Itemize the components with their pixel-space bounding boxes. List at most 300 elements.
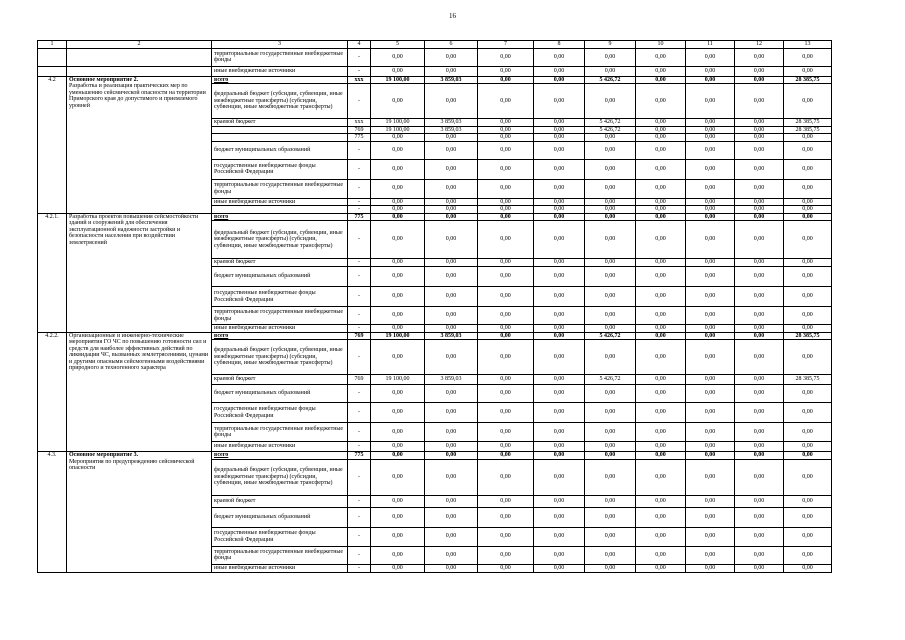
- amount-cell: 0,00: [686, 221, 735, 259]
- amount-cell: 0,00: [735, 159, 784, 179]
- amount-cell: 0,00: [585, 527, 636, 546]
- amount-cell: 0,00: [686, 159, 735, 179]
- budget-code: -: [348, 287, 371, 307]
- amount-cell: 0,00: [735, 307, 784, 325]
- amount-cell: 0,00: [735, 206, 784, 214]
- amount-cell: 0,00: [735, 507, 784, 527]
- table-row: [38, 48, 832, 66]
- amount-cell: 3 859,03: [425, 375, 478, 385]
- amount-cell: 5 426,72: [585, 119, 636, 127]
- activity-name: [67, 332, 212, 452]
- amount-cell: 0,00: [585, 221, 636, 259]
- funding-source: иные внебюджетные источники: [212, 325, 348, 333]
- amount-cell: 0,00: [585, 403, 636, 423]
- amount-cell: 0,00: [636, 84, 686, 119]
- amount-cell: 0,00: [534, 134, 585, 142]
- amount-cell: 0,00: [585, 452, 636, 460]
- amount-cell: 0,00: [585, 259, 636, 267]
- budget-code: -: [348, 442, 371, 452]
- amount-cell: 0,00: [735, 287, 784, 307]
- amount-cell: 19 100,00: [371, 332, 425, 340]
- amount-cell: 0,00: [784, 48, 832, 66]
- amount-cell: 0,00: [371, 403, 425, 423]
- table-row: [38, 452, 832, 460]
- amount-cell: 0,00: [636, 423, 686, 442]
- amount-cell: 0,00: [735, 385, 784, 403]
- amount-cell: 0,00: [534, 48, 585, 66]
- amount-cell: 0,00: [478, 332, 534, 340]
- amount-cell: 28 385,75: [784, 126, 832, 134]
- amount-cell: 0,00: [636, 340, 686, 375]
- budget-code: -: [348, 495, 371, 507]
- budget-code: -: [348, 507, 371, 527]
- amount-cell: 0,00: [686, 206, 735, 214]
- amount-cell: 0,00: [425, 287, 478, 307]
- amount-cell: 0,00: [371, 198, 425, 206]
- amount-cell: 0,00: [686, 141, 735, 159]
- amount-cell: 0,00: [371, 527, 425, 546]
- amount-cell: 0,00: [735, 527, 784, 546]
- budget-code: -: [348, 221, 371, 259]
- column-number-8: 8: [534, 41, 585, 49]
- amount-cell: 0,00: [735, 452, 784, 460]
- amount-cell: 0,00: [686, 403, 735, 423]
- amount-cell: 0,00: [425, 213, 478, 221]
- column-number-12: 12: [735, 41, 784, 49]
- amount-cell: 0,00: [784, 307, 832, 325]
- amount-cell: 0,00: [784, 385, 832, 403]
- amount-cell: 0,00: [735, 340, 784, 375]
- activity-description: Организационные и инженерно-технические мероприятия ГО ЧС по повышению готовности сил и средств для наиболее эффективных действий по ликвидации ЧС, вызванных землетрясениями, цунами и другими опасными сейсмогенными воздействиями природного и техногенного характера: [69, 332, 209, 371]
- amount-cell: 0,00: [478, 179, 534, 198]
- amount-cell: 0,00: [686, 198, 735, 206]
- funding-source: федеральный бюджет (субсидии, субвенции, иные межбюджетные трансферты) (субсидии, субвенции, иные межбюджетные трансферты): [212, 84, 348, 119]
- amount-cell: 0,00: [585, 159, 636, 179]
- amount-cell: 0,00: [686, 527, 735, 546]
- funding-source: территориальные государственные внебюджетные фонды: [212, 307, 348, 325]
- amount-cell: 0,00: [534, 287, 585, 307]
- budget-code: -: [348, 564, 371, 572]
- amount-cell: 0,00: [534, 423, 585, 442]
- amount-cell: 0,00: [478, 84, 534, 119]
- amount-cell: 0,00: [636, 126, 686, 134]
- amount-cell: 0,00: [534, 495, 585, 507]
- amount-cell: 0,00: [636, 403, 686, 423]
- amount-cell: 0,00: [478, 375, 534, 385]
- amount-cell: 0,00: [686, 385, 735, 403]
- amount-cell: 0,00: [735, 48, 784, 66]
- amount-cell: 0,00: [686, 375, 735, 385]
- amount-cell: 0,00: [735, 179, 784, 198]
- amount-cell: 5 426,72: [585, 126, 636, 134]
- item-number: 4.3.: [38, 452, 67, 573]
- amount-cell: 0,00: [425, 198, 478, 206]
- amount-cell: 0,00: [371, 206, 425, 214]
- amount-cell: 0,00: [425, 84, 478, 119]
- amount-cell: 5 426,72: [585, 76, 636, 84]
- amount-cell: 0,00: [636, 221, 686, 259]
- amount-cell: 5 426,72: [585, 375, 636, 385]
- item-number: [38, 48, 67, 66]
- amount-cell: 0,00: [478, 267, 534, 287]
- amount-cell: 0,00: [371, 259, 425, 267]
- amount-cell: 19 100,00: [371, 375, 425, 385]
- amount-cell: 3 859,03: [425, 76, 478, 84]
- budget-code: -: [348, 527, 371, 546]
- funding-source: иные внебюджетные источники: [212, 198, 348, 206]
- amount-cell: 0,00: [636, 459, 686, 495]
- amount-cell: 0,00: [784, 423, 832, 442]
- amount-cell: 0,00: [478, 66, 534, 76]
- amount-cell: 0,00: [478, 385, 534, 403]
- amount-cell: 0,00: [784, 287, 832, 307]
- amount-cell: 0,00: [585, 459, 636, 495]
- funding-source: краевой бюджет: [212, 259, 348, 267]
- budget-code: 775: [348, 134, 371, 142]
- amount-cell: 0,00: [686, 267, 735, 287]
- column-number-9: 9: [585, 41, 636, 49]
- amount-cell: 19 100,00: [371, 119, 425, 127]
- budget-code: -: [348, 340, 371, 375]
- budget-code: -: [348, 198, 371, 206]
- amount-cell: 0,00: [735, 423, 784, 442]
- amount-cell: 0,00: [478, 527, 534, 546]
- funding-source: [212, 206, 348, 214]
- amount-cell: 0,00: [735, 267, 784, 287]
- amount-cell: 28 385,75: [784, 375, 832, 385]
- amount-cell: 0,00: [425, 159, 478, 179]
- table-row: [38, 332, 832, 340]
- amount-cell: 0,00: [636, 206, 686, 214]
- amount-cell: 0,00: [686, 495, 735, 507]
- amount-cell: 0,00: [686, 564, 735, 572]
- amount-cell: 0,00: [371, 307, 425, 325]
- amount-cell: 0,00: [534, 159, 585, 179]
- amount-cell: 0,00: [784, 325, 832, 333]
- budget-code: -: [348, 267, 371, 287]
- amount-cell: 0,00: [478, 48, 534, 66]
- budget-code: 769: [348, 332, 371, 340]
- amount-cell: 0,00: [686, 546, 735, 564]
- activity-name: [67, 48, 212, 66]
- amount-cell: 0,00: [585, 134, 636, 142]
- amount-cell: 0,00: [636, 287, 686, 307]
- amount-cell: 0,00: [585, 423, 636, 442]
- amount-cell: 0,00: [425, 564, 478, 572]
- amount-cell: 0,00: [636, 134, 686, 142]
- amount-cell: 0,00: [735, 126, 784, 134]
- amount-cell: 0,00: [784, 527, 832, 546]
- amount-cell: 0,00: [784, 179, 832, 198]
- amount-cell: 0,00: [636, 385, 686, 403]
- amount-cell: 0,00: [425, 325, 478, 333]
- funding-source: иные внебюджетные источники: [212, 564, 348, 572]
- amount-cell: 0,00: [425, 179, 478, 198]
- amount-cell: 0,00: [534, 213, 585, 221]
- funding-source: всего: [212, 332, 348, 340]
- amount-cell: 0,00: [585, 495, 636, 507]
- amount-cell: 0,00: [686, 76, 735, 84]
- amount-cell: 0,00: [425, 340, 478, 375]
- amount-cell: 0,00: [784, 546, 832, 564]
- activity-name: [67, 213, 212, 332]
- activity-description: Мероприятия по предупреждению сейсмической опасности: [69, 458, 195, 471]
- amount-cell: 0,00: [784, 267, 832, 287]
- amount-cell: 0,00: [478, 213, 534, 221]
- budget-code: ххх: [348, 119, 371, 127]
- amount-cell: 0,00: [478, 546, 534, 564]
- amount-cell: 0,00: [425, 259, 478, 267]
- amount-cell: 0,00: [425, 134, 478, 142]
- amount-cell: 0,00: [735, 403, 784, 423]
- budget-code: -: [348, 179, 371, 198]
- amount-cell: 0,00: [371, 442, 425, 452]
- activity-name: [67, 66, 212, 76]
- amount-cell: 0,00: [371, 287, 425, 307]
- amount-cell: 28 385,75: [784, 332, 832, 340]
- amount-cell: 0,00: [686, 452, 735, 460]
- amount-cell: 0,00: [686, 259, 735, 267]
- amount-cell: 0,00: [636, 213, 686, 221]
- budget-code: -: [348, 403, 371, 423]
- amount-cell: 0,00: [686, 179, 735, 198]
- column-number-3: 3: [212, 41, 348, 49]
- column-number-11: 11: [686, 41, 735, 49]
- amount-cell: 0,00: [534, 564, 585, 572]
- activity-description: Разработка и реализация практических мер по уменьшению сейсмической опасности на территории Приморского края до допустимого и приемлемого уровней: [69, 83, 206, 109]
- amount-cell: 0,00: [735, 546, 784, 564]
- amount-cell: 0,00: [425, 221, 478, 259]
- funding-source: всего: [212, 452, 348, 460]
- funding-table: [37, 40, 832, 573]
- amount-cell: 0,00: [534, 340, 585, 375]
- amount-cell: 0,00: [534, 179, 585, 198]
- activity-title: Основное мероприятие 3.: [69, 452, 139, 458]
- amount-cell: 0,00: [371, 385, 425, 403]
- amount-cell: 0,00: [585, 307, 636, 325]
- amount-cell: 0,00: [686, 119, 735, 127]
- amount-cell: 0,00: [636, 66, 686, 76]
- amount-cell: 0,00: [371, 159, 425, 179]
- amount-cell: 0,00: [636, 564, 686, 572]
- funding-source: бюджет муниципальных образований: [212, 141, 348, 159]
- amount-cell: 0,00: [585, 206, 636, 214]
- amount-cell: 0,00: [735, 332, 784, 340]
- amount-cell: 0,00: [534, 546, 585, 564]
- amount-cell: 0,00: [371, 84, 425, 119]
- amount-cell: 0,00: [735, 459, 784, 495]
- amount-cell: 0,00: [478, 459, 534, 495]
- amount-cell: 0,00: [534, 221, 585, 259]
- amount-cell: 0,00: [425, 206, 478, 214]
- amount-cell: 0,00: [534, 259, 585, 267]
- amount-cell: 0,00: [478, 507, 534, 527]
- amount-cell: 0,00: [534, 206, 585, 214]
- amount-cell: 0,00: [784, 206, 832, 214]
- amount-cell: 0,00: [371, 134, 425, 142]
- amount-cell: 0,00: [371, 423, 425, 442]
- amount-cell: 0,00: [478, 423, 534, 442]
- funding-source: территориальные государственные внебюджетные фонды: [212, 48, 348, 66]
- amount-cell: 0,00: [371, 452, 425, 460]
- amount-cell: 0,00: [478, 221, 534, 259]
- amount-cell: 5 426,72: [585, 332, 636, 340]
- amount-cell: 3 859,03: [425, 119, 478, 127]
- amount-cell: 0,00: [478, 141, 534, 159]
- amount-cell: 0,00: [784, 198, 832, 206]
- amount-cell: 0,00: [425, 527, 478, 546]
- amount-cell: 0,00: [735, 66, 784, 76]
- column-number-2: 2: [67, 41, 212, 49]
- amount-cell: 0,00: [636, 76, 686, 84]
- amount-cell: 0,00: [636, 325, 686, 333]
- amount-cell: 0,00: [636, 546, 686, 564]
- budget-code: -: [348, 546, 371, 564]
- amount-cell: 0,00: [585, 141, 636, 159]
- column-number-10: 10: [636, 41, 686, 49]
- amount-cell: 0,00: [478, 134, 534, 142]
- amount-cell: 0,00: [784, 507, 832, 527]
- amount-cell: 0,00: [585, 287, 636, 307]
- amount-cell: 0,00: [425, 495, 478, 507]
- amount-cell: 0,00: [784, 452, 832, 460]
- budget-code: 769: [348, 375, 371, 385]
- funding-source: иные внебюджетные источники: [212, 66, 348, 76]
- activity-description: Разработка проектов повышения сейсмостойкости зданий и сооружений для обеспечения эксплуатационной надежности застройки и безопасности населения при воздействии землетрясений: [69, 213, 199, 246]
- amount-cell: 0,00: [636, 198, 686, 206]
- amount-cell: 0,00: [735, 375, 784, 385]
- amount-cell: 0,00: [425, 423, 478, 442]
- amount-cell: 0,00: [585, 179, 636, 198]
- amount-cell: 0,00: [534, 527, 585, 546]
- amount-cell: 0,00: [534, 76, 585, 84]
- budget-code: -: [348, 66, 371, 76]
- amount-cell: 0,00: [534, 119, 585, 127]
- amount-cell: 0,00: [534, 198, 585, 206]
- amount-cell: 0,00: [478, 206, 534, 214]
- funding-source: [212, 126, 348, 134]
- budget-code: 775: [348, 452, 371, 460]
- amount-cell: 0,00: [478, 442, 534, 452]
- funding-source: краевой бюджет: [212, 119, 348, 127]
- activity-name: [67, 76, 212, 213]
- amount-cell: 0,00: [425, 546, 478, 564]
- funding-source: территориальные государственные внебюджетные фонды: [212, 179, 348, 198]
- funding-source: федеральный бюджет (субсидии, субвенции, иные межбюджетные трансферты) (субсидии, субвенции, иные межбюджетные трансферты): [212, 340, 348, 375]
- amount-cell: 0,00: [534, 332, 585, 340]
- amount-cell: 0,00: [784, 495, 832, 507]
- amount-cell: 0,00: [534, 84, 585, 119]
- amount-cell: 0,00: [585, 48, 636, 66]
- amount-cell: 0,00: [534, 507, 585, 527]
- amount-cell: 0,00: [735, 84, 784, 119]
- budget-code: -: [348, 159, 371, 179]
- amount-cell: 0,00: [534, 141, 585, 159]
- amount-cell: 0,00: [636, 119, 686, 127]
- amount-cell: 0,00: [371, 221, 425, 259]
- amount-cell: 0,00: [636, 48, 686, 66]
- amount-cell: 0,00: [784, 221, 832, 259]
- funding-source: [212, 134, 348, 142]
- funding-source: краевой бюджет: [212, 495, 348, 507]
- column-number-row: [38, 41, 832, 49]
- budget-code: -: [348, 423, 371, 442]
- budget-code: -: [348, 325, 371, 333]
- amount-cell: 28 385,75: [784, 119, 832, 127]
- budget-code: 775: [348, 213, 371, 221]
- amount-cell: 0,00: [686, 507, 735, 527]
- amount-cell: 0,00: [478, 403, 534, 423]
- amount-cell: 0,00: [478, 325, 534, 333]
- amount-cell: 0,00: [784, 141, 832, 159]
- amount-cell: 0,00: [636, 179, 686, 198]
- amount-cell: 0,00: [371, 179, 425, 198]
- amount-cell: 0,00: [425, 307, 478, 325]
- amount-cell: 0,00: [636, 495, 686, 507]
- funding-source: государственные внебюджетные фонды Российской Федерации: [212, 159, 348, 179]
- item-number: [38, 66, 67, 76]
- amount-cell: 0,00: [534, 452, 585, 460]
- amount-cell: 0,00: [784, 84, 832, 119]
- amount-cell: 0,00: [534, 403, 585, 423]
- amount-cell: 0,00: [585, 546, 636, 564]
- amount-cell: 0,00: [534, 307, 585, 325]
- funding-source: государственные внебюджетные фонды Российской Федерации: [212, 527, 348, 546]
- budget-code: -: [348, 307, 371, 325]
- budget-code: -: [348, 206, 371, 214]
- amount-cell: 0,00: [371, 546, 425, 564]
- amount-cell: 0,00: [534, 442, 585, 452]
- amount-cell: 0,00: [585, 325, 636, 333]
- item-number: 4.2: [38, 76, 67, 213]
- amount-cell: 0,00: [636, 159, 686, 179]
- funding-source: бюджет муниципальных образований: [212, 267, 348, 287]
- amount-cell: 0,00: [686, 84, 735, 119]
- amount-cell: 0,00: [585, 66, 636, 76]
- amount-cell: 0,00: [636, 307, 686, 325]
- amount-cell: 0,00: [478, 307, 534, 325]
- budget-code: -: [348, 259, 371, 267]
- funding-source: государственные внебюджетные фонды Российской Федерации: [212, 287, 348, 307]
- amount-cell: 0,00: [371, 141, 425, 159]
- amount-cell: 0,00: [585, 84, 636, 119]
- amount-cell: 0,00: [686, 134, 735, 142]
- amount-cell: 0,00: [371, 507, 425, 527]
- funding-source: федеральный бюджет (субсидии, субвенции, иные межбюджетные трансферты) (субсидии, субвенции, иные межбюджетные трансферты): [212, 221, 348, 259]
- amount-cell: 0,00: [478, 452, 534, 460]
- funding-source: всего: [212, 76, 348, 84]
- funding-source: территориальные государственные внебюджетные фонды: [212, 546, 348, 564]
- amount-cell: 0,00: [686, 340, 735, 375]
- amount-cell: 0,00: [735, 259, 784, 267]
- amount-cell: 0,00: [534, 66, 585, 76]
- activity-title: Основное мероприятие 2.: [69, 76, 139, 83]
- amount-cell: 0,00: [478, 340, 534, 375]
- amount-cell: 0,00: [371, 48, 425, 66]
- table-row: [38, 76, 832, 84]
- amount-cell: 0,00: [735, 495, 784, 507]
- amount-cell: 0,00: [686, 287, 735, 307]
- amount-cell: 0,00: [735, 221, 784, 259]
- amount-cell: 0,00: [636, 267, 686, 287]
- amount-cell: 0,00: [425, 452, 478, 460]
- amount-cell: 0,00: [636, 507, 686, 527]
- amount-cell: 0,00: [686, 332, 735, 340]
- budget-code: -: [348, 141, 371, 159]
- amount-cell: 0,00: [371, 564, 425, 572]
- amount-cell: 0,00: [371, 495, 425, 507]
- amount-cell: 0,00: [371, 213, 425, 221]
